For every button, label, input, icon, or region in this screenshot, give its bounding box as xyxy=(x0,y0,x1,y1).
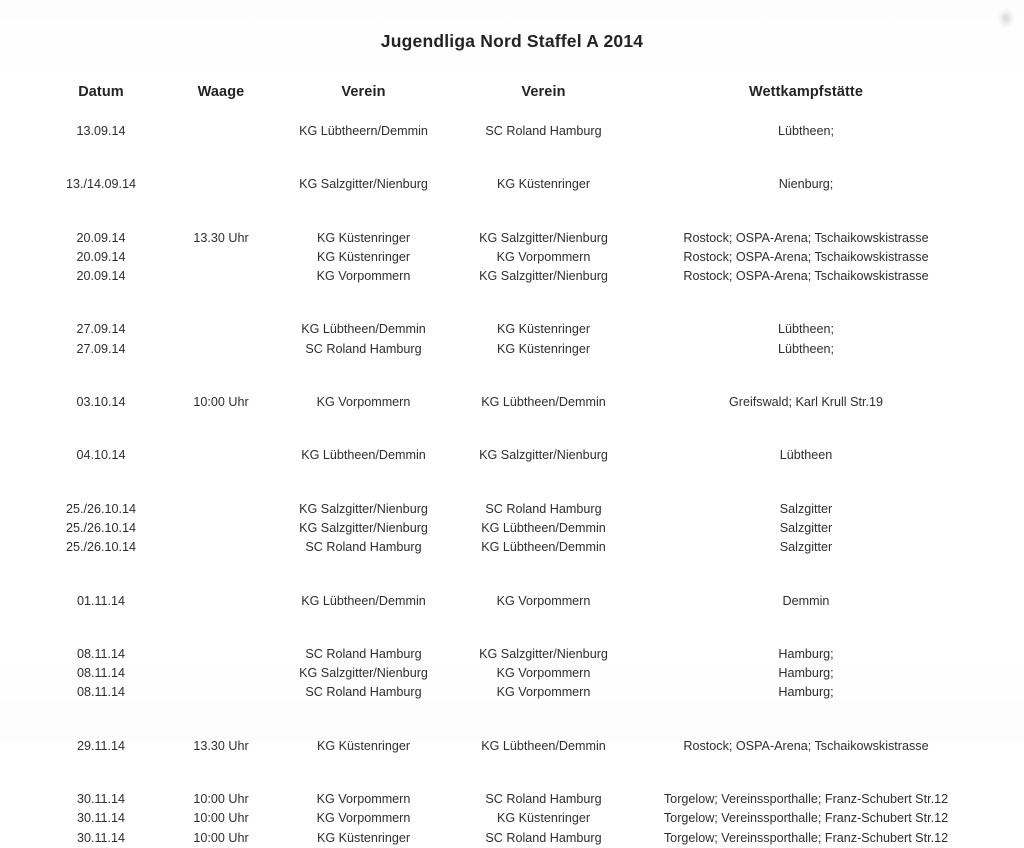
row-group-separator xyxy=(36,412,976,446)
cell-waage: 13.30 Uhr xyxy=(193,738,249,753)
cell-datum: 30.11.14 xyxy=(76,811,126,826)
cell-verein-away: KG Salzgitter/Nienburg xyxy=(479,230,608,245)
cell-wettkampfstaette: Hamburg; xyxy=(778,646,834,661)
cell-verein-away: SC Roland Hamburg xyxy=(485,501,602,516)
table-row xyxy=(36,229,976,248)
table-row xyxy=(36,446,976,465)
cell-verein-away: SC Roland Hamburg xyxy=(485,124,602,138)
cell-verein-away: KG Vorpommern xyxy=(496,249,591,264)
row-group-separator-cell xyxy=(36,611,976,645)
cell-waage xyxy=(166,519,276,538)
table-row xyxy=(36,393,976,412)
cell-wettkampfstaette: Lübtheen; xyxy=(777,341,835,356)
table-row xyxy=(36,809,976,828)
cell-datum: 01.11.14 xyxy=(76,593,126,608)
row-group-separator-cell xyxy=(36,359,976,393)
cell-verein-home: KG Vorpommern xyxy=(316,269,411,284)
cell-verein-home: KG Salzgitter/Nienburg xyxy=(299,177,428,192)
cell-waage: 13.30 Uhr xyxy=(193,230,249,245)
table-row xyxy=(36,122,976,141)
row-group-separator-cell xyxy=(36,558,976,592)
page-title: Jugendliga Nord Staffel A 2014 xyxy=(380,31,644,51)
cell-wettkampfstaette: Torgelow; Vereinssporthalle; Franz-Schubert Str.12 xyxy=(663,830,949,845)
cell-verein-home: SC Roland Hamburg xyxy=(305,646,422,661)
cell-wettkampfstaette: Rostock; OSPA-Arena; Tschaikowskistrasse xyxy=(683,738,929,753)
cell-waage: 10:00 Uhr xyxy=(193,395,249,410)
cell-wettkampfstaette: Rostock; OSPA-Arena; Tschaikowskistrasse xyxy=(683,230,929,245)
schedule-table xyxy=(36,84,976,848)
cell-verein-away: KG Küstenringer xyxy=(496,177,591,192)
table-row xyxy=(36,645,976,664)
table-row xyxy=(36,320,976,339)
cell-verein-home: KG Salzgitter/Nienburg xyxy=(299,501,428,516)
table-body xyxy=(36,122,976,848)
cell-verein-home: SC Roland Hamburg xyxy=(305,540,422,555)
cell-verein-away: KG Lübtheen/Demmin xyxy=(481,395,606,410)
cell-verein-home: KG Küstenringer xyxy=(316,230,411,245)
table-row xyxy=(36,683,976,702)
cell-verein-away: KG Salzgitter/Nienburg xyxy=(479,269,608,284)
cell-verein-away: KG Küstenringer xyxy=(496,341,591,356)
cell-datum: 13./14.09.14 xyxy=(65,177,137,192)
cell-verein-home: KG Vorpommern xyxy=(316,811,411,826)
row-group-separator-cell xyxy=(36,756,976,790)
cell-datum: 27.09.14 xyxy=(76,322,126,337)
row-group-separator xyxy=(36,558,976,592)
cell-wettkampfstaette: Salzgitter xyxy=(779,520,833,535)
cell-verein-home: KG Lübtheen/Demmin xyxy=(301,448,426,463)
table-header xyxy=(36,84,976,122)
cell-verein-away: KG Lübtheen/Demmin xyxy=(481,540,606,555)
cell-wettkampfstaette: Hamburg; xyxy=(778,666,834,681)
table-row xyxy=(36,267,976,286)
cell-datum: 30.11.14 xyxy=(76,830,126,845)
cell-wettkampfstaette: Lübtheen; xyxy=(777,124,835,138)
cell-datum: 20.09.14 xyxy=(76,230,126,245)
cell-verein-home: KG Lübtheern/Demmin xyxy=(299,124,428,138)
table-row xyxy=(36,538,976,557)
cell-verein-away: KG Vorpommern xyxy=(496,593,591,608)
cell-verein-away: SC Roland Hamburg xyxy=(485,830,602,845)
cell-wettkampfstaette: Salzgitter xyxy=(779,540,833,555)
cell-verein-away: KG Salzgitter/Nienburg xyxy=(479,646,608,661)
column-header-datum: Datum xyxy=(78,84,124,100)
row-group-separator-cell xyxy=(36,703,976,737)
cell-datum: 27.09.14 xyxy=(76,341,126,356)
cell-datum: 25./26.10.14 xyxy=(65,520,137,535)
table-row xyxy=(36,519,976,538)
table-row xyxy=(36,737,976,756)
cell-waage: 10:00 Uhr xyxy=(193,830,249,845)
table-row xyxy=(36,592,976,611)
cell-datum: 13.09.14 xyxy=(76,124,126,138)
column-header-waage: Waage xyxy=(197,84,245,100)
cell-verein-away: KG Küstenringer xyxy=(496,322,591,337)
table-row xyxy=(36,790,976,809)
table-row xyxy=(36,500,976,519)
row-group-separator-cell xyxy=(36,466,976,500)
cell-verein-home: KG Lübtheen/Demmin xyxy=(301,322,426,337)
row-group-separator xyxy=(36,286,976,320)
cell-verein-home: SC Roland Hamburg xyxy=(305,341,422,356)
cell-waage xyxy=(166,320,276,339)
cell-verein-home: KG Küstenringer xyxy=(316,738,411,753)
cell-verein-away: KG Salzgitter/Nienburg xyxy=(479,448,608,463)
table-row xyxy=(36,248,976,267)
cell-wettkampfstaette: Rostock; OSPA-Arena; Tschaikowskistrasse xyxy=(683,249,929,264)
cell-waage xyxy=(166,664,276,683)
row-group-separator xyxy=(36,756,976,790)
cell-datum: 08.11.14 xyxy=(76,666,126,681)
cell-wettkampfstaette: Demmin xyxy=(782,593,830,608)
cell-datum: 29.11.14 xyxy=(76,738,126,753)
table-row xyxy=(36,664,976,683)
cell-datum: 08.11.14 xyxy=(76,646,126,661)
table-row xyxy=(36,829,976,848)
cell-waage xyxy=(166,122,276,141)
cell-waage xyxy=(166,592,276,611)
row-group-separator-cell xyxy=(36,195,976,229)
cell-wettkampfstaette: Salzgitter xyxy=(779,501,833,516)
row-group-separator-cell xyxy=(36,141,976,175)
cell-datum: 30.11.14 xyxy=(76,792,126,807)
cell-wettkampfstaette: Lübtheen; xyxy=(777,322,835,337)
cell-waage xyxy=(166,248,276,267)
cell-wettkampfstaette: Lübtheen xyxy=(779,448,833,463)
cell-waage xyxy=(166,446,276,465)
cell-wettkampfstaette: Rostock; OSPA-Arena; Tschaikowskistrasse xyxy=(683,269,929,284)
row-group-separator-cell xyxy=(36,412,976,446)
cell-verein-away: SC Roland Hamburg xyxy=(485,792,602,807)
cell-waage xyxy=(166,175,276,194)
cell-wettkampfstaette: Torgelow; Vereinssporthalle; Franz-Schubert Str.12 xyxy=(663,792,949,807)
row-group-separator xyxy=(36,195,976,229)
column-header-verein-away: Verein xyxy=(521,84,566,100)
cell-verein-away: KG Küstenringer xyxy=(496,811,591,826)
cell-waage: 10:00 Uhr xyxy=(193,792,249,807)
header-row xyxy=(36,84,976,122)
cell-verein-away: KG Lübtheen/Demmin xyxy=(481,520,606,535)
cell-waage xyxy=(166,538,276,557)
cell-verein-home: KG Küstenringer xyxy=(316,830,411,845)
cell-verein-home: KG Salzgitter/Nienburg xyxy=(299,666,428,681)
cell-verein-away: KG Vorpommern xyxy=(496,685,591,700)
cell-verein-away: KG Vorpommern xyxy=(496,666,591,681)
scan-artifact-smudge xyxy=(998,8,1014,28)
cell-waage xyxy=(166,340,276,359)
cell-waage xyxy=(166,645,276,664)
cell-datum: 03.10.14 xyxy=(76,395,126,410)
cell-verein-home: KG Vorpommern xyxy=(316,395,411,410)
cell-wettkampfstaette: Hamburg; xyxy=(778,685,834,700)
cell-verein-away: KG Lübtheen/Demmin xyxy=(481,738,606,753)
cell-waage xyxy=(166,500,276,519)
table-row xyxy=(36,340,976,359)
cell-datum: 04.10.14 xyxy=(76,448,126,463)
cell-verein-home: KG Lübtheen/Demmin xyxy=(301,593,426,608)
row-group-separator xyxy=(36,466,976,500)
cell-waage xyxy=(166,683,276,702)
cell-wettkampfstaette: Greifswald; Karl Krull Str.19 xyxy=(729,395,883,410)
cell-datum: 08.11.14 xyxy=(76,685,126,700)
cell-waage: 10:00 Uhr xyxy=(193,811,249,826)
cell-wettkampfstaette: Torgelow; Vereinssporthalle; Franz-Schubert Str.12 xyxy=(663,811,949,826)
cell-datum: 20.09.14 xyxy=(76,249,126,264)
row-group-separator xyxy=(36,359,976,393)
column-header-wettkampfstaette: Wettkampfstätte xyxy=(748,84,864,100)
schedule-sheet xyxy=(0,84,1024,848)
cell-waage xyxy=(166,267,276,286)
row-group-separator xyxy=(36,611,976,645)
column-header-verein-home: Verein xyxy=(341,84,386,100)
table-row xyxy=(36,175,976,194)
cell-datum: 25./26.10.14 xyxy=(65,501,137,516)
cell-datum: 25./26.10.14 xyxy=(65,540,137,555)
cell-datum: 20.09.14 xyxy=(76,269,126,284)
cell-wettkampfstaette: Nienburg; xyxy=(778,177,834,192)
cell-verein-home: KG Vorpommern xyxy=(316,792,411,807)
cell-verein-home: KG Salzgitter/Nienburg xyxy=(299,520,428,535)
cell-verein-home: KG Küstenringer xyxy=(316,249,411,264)
row-group-separator xyxy=(36,703,976,737)
row-group-separator-cell xyxy=(36,286,976,320)
row-group-separator xyxy=(36,141,976,175)
cell-verein-home: SC Roland Hamburg xyxy=(305,685,422,700)
